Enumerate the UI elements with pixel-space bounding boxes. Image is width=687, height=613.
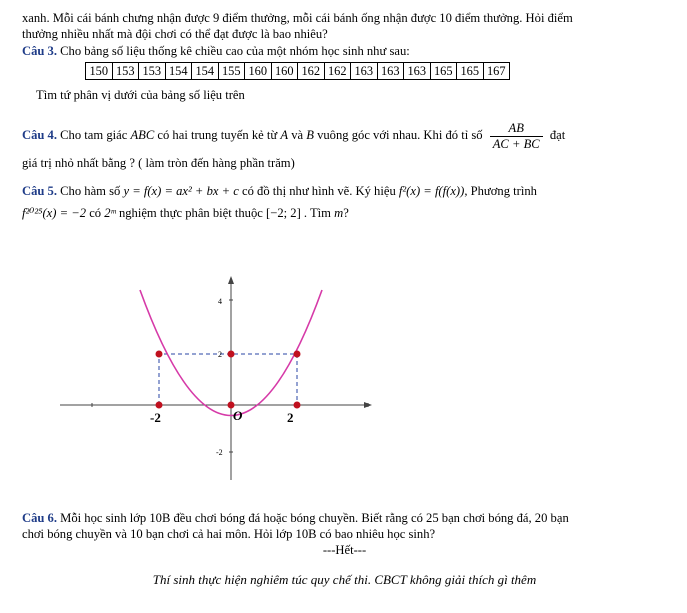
fraction-denominator: AC + BC [492, 136, 540, 151]
question-6 [22, 510, 667, 588]
table-cell: 162 [324, 63, 351, 80]
q4-triangle: ABC [130, 128, 155, 142]
q5-variable: m [334, 206, 344, 220]
q4-text-e: đạt [549, 128, 566, 142]
q5-text-a: Cho hàm số [57, 184, 124, 198]
q5-text-b: có đồ thị như hình vẽ. Ký hiệu [238, 184, 399, 198]
q6-label: Câu 6. [22, 511, 57, 525]
q3-question: Tìm tứ phân vị dưới của bảng số liệu trên [36, 88, 245, 102]
fraction-numerator: AB [490, 121, 543, 137]
origin-label: O [233, 408, 243, 423]
x-label-neg2: -2 [150, 410, 161, 425]
question-5 [22, 183, 667, 221]
footer-note: Thí sinh thực hiện nghiêm túc quy chế thi. CBCT không giải thích gì thêm [152, 572, 537, 587]
table-cell: 163 [351, 63, 378, 80]
graph-point [228, 351, 235, 358]
graph-point [156, 351, 163, 358]
q5-text-c: , Phương trình [464, 184, 537, 198]
q5-label: Câu 5. [22, 184, 57, 198]
q3-label: Câu 3. [22, 44, 57, 58]
table-cell: 163 [404, 63, 431, 80]
table-cell: 153 [139, 63, 166, 80]
intro-line-2: thưởng nhiều nhất mà đội chơi có thể đạt được là bao nhiêu? [22, 27, 328, 41]
q5-function: y = f(x) = ax² + bx + c [123, 184, 239, 198]
question-4 [22, 115, 667, 171]
graph-point [294, 351, 301, 358]
table-cell: 162 [298, 63, 325, 80]
q5-text-e: nghiệm thực phân biệt thuộc [115, 206, 267, 220]
y-tick-label-neg2: -2 [216, 448, 223, 457]
q5-equation: f²⁰²⁵(x) = −2 [22, 206, 87, 220]
q6-line-1: Mỗi học sinh lớp 10B đều chơi bóng đá hoặc bóng chuyền. Biết rằng có 25 bạn chơi bóng đá, 20 bạn [57, 511, 569, 525]
y-tick-label-4: 4 [218, 297, 222, 306]
table-cell: 150 [86, 63, 113, 80]
q3-text: Cho bảng số liệu thống kê chiều cao của một nhóm học sinh như sau: [57, 44, 410, 58]
x-label-2: 2 [287, 410, 294, 425]
table-cell: 160 [245, 63, 272, 80]
table-cell: 165 [430, 63, 457, 80]
graph-point [156, 402, 163, 409]
dashed-guide [159, 354, 297, 405]
q5-text-g: ? [343, 206, 349, 220]
table-cell: 154 [192, 63, 219, 80]
q4-text-b: có hai trung tuyến kẻ từ [154, 128, 281, 142]
table-cell: 160 [271, 63, 298, 80]
question-3 [22, 43, 667, 103]
ratio-fraction [490, 121, 543, 152]
table-cell: 167 [483, 63, 510, 80]
q5-roots: 2ᵐ [104, 206, 116, 220]
q6-line-2: chơi bóng chuyền và 10 bạn chơi cả hai môn. Hỏi lớp 10B có bao nhiêu học sinh? [22, 527, 436, 541]
table-cell: 155 [218, 63, 245, 80]
q5-notation: f²(x) = f(f(x)) [398, 184, 465, 198]
exam-page [22, 10, 667, 587]
q4-point-a: A [280, 128, 289, 142]
y-axis-arrow-icon [228, 276, 234, 284]
table-cell: 153 [112, 63, 139, 80]
q4-text-c: và [288, 128, 307, 142]
table-cell: 163 [377, 63, 404, 80]
q4-label: Câu 4. [22, 128, 57, 142]
q5-interval: [−2; 2] [266, 206, 301, 220]
q4-line-2: giá trị nhỏ nhất bằng ? ( làm tròn đến hàng phần trăm) [22, 156, 295, 170]
table-cell: 154 [165, 63, 192, 80]
end-mark: ---Hết--- [322, 543, 367, 557]
q5-text-d: có [86, 206, 105, 220]
q5-text-f: . Tìm [300, 206, 335, 220]
y-tick-label-2: 2 [218, 350, 222, 359]
q4-text-a: Cho tam giác [57, 128, 131, 142]
intro-paragraph [22, 10, 667, 42]
intro-line-1: xanh. Mỗi cái bánh chưng nhận được 9 điểm thưởng, mỗi cái bánh ống nhận được 10 điểm thưởng. Hỏi điểm [22, 11, 573, 25]
q4-text-d: vuông góc với nhau. Khi đó tỉ số [313, 128, 483, 142]
table-cell: 165 [457, 63, 484, 80]
q4-point-b: B [306, 128, 314, 142]
table-row [86, 63, 510, 80]
height-table [85, 62, 510, 80]
graph-point [294, 402, 301, 409]
parabola-graph [60, 272, 390, 494]
